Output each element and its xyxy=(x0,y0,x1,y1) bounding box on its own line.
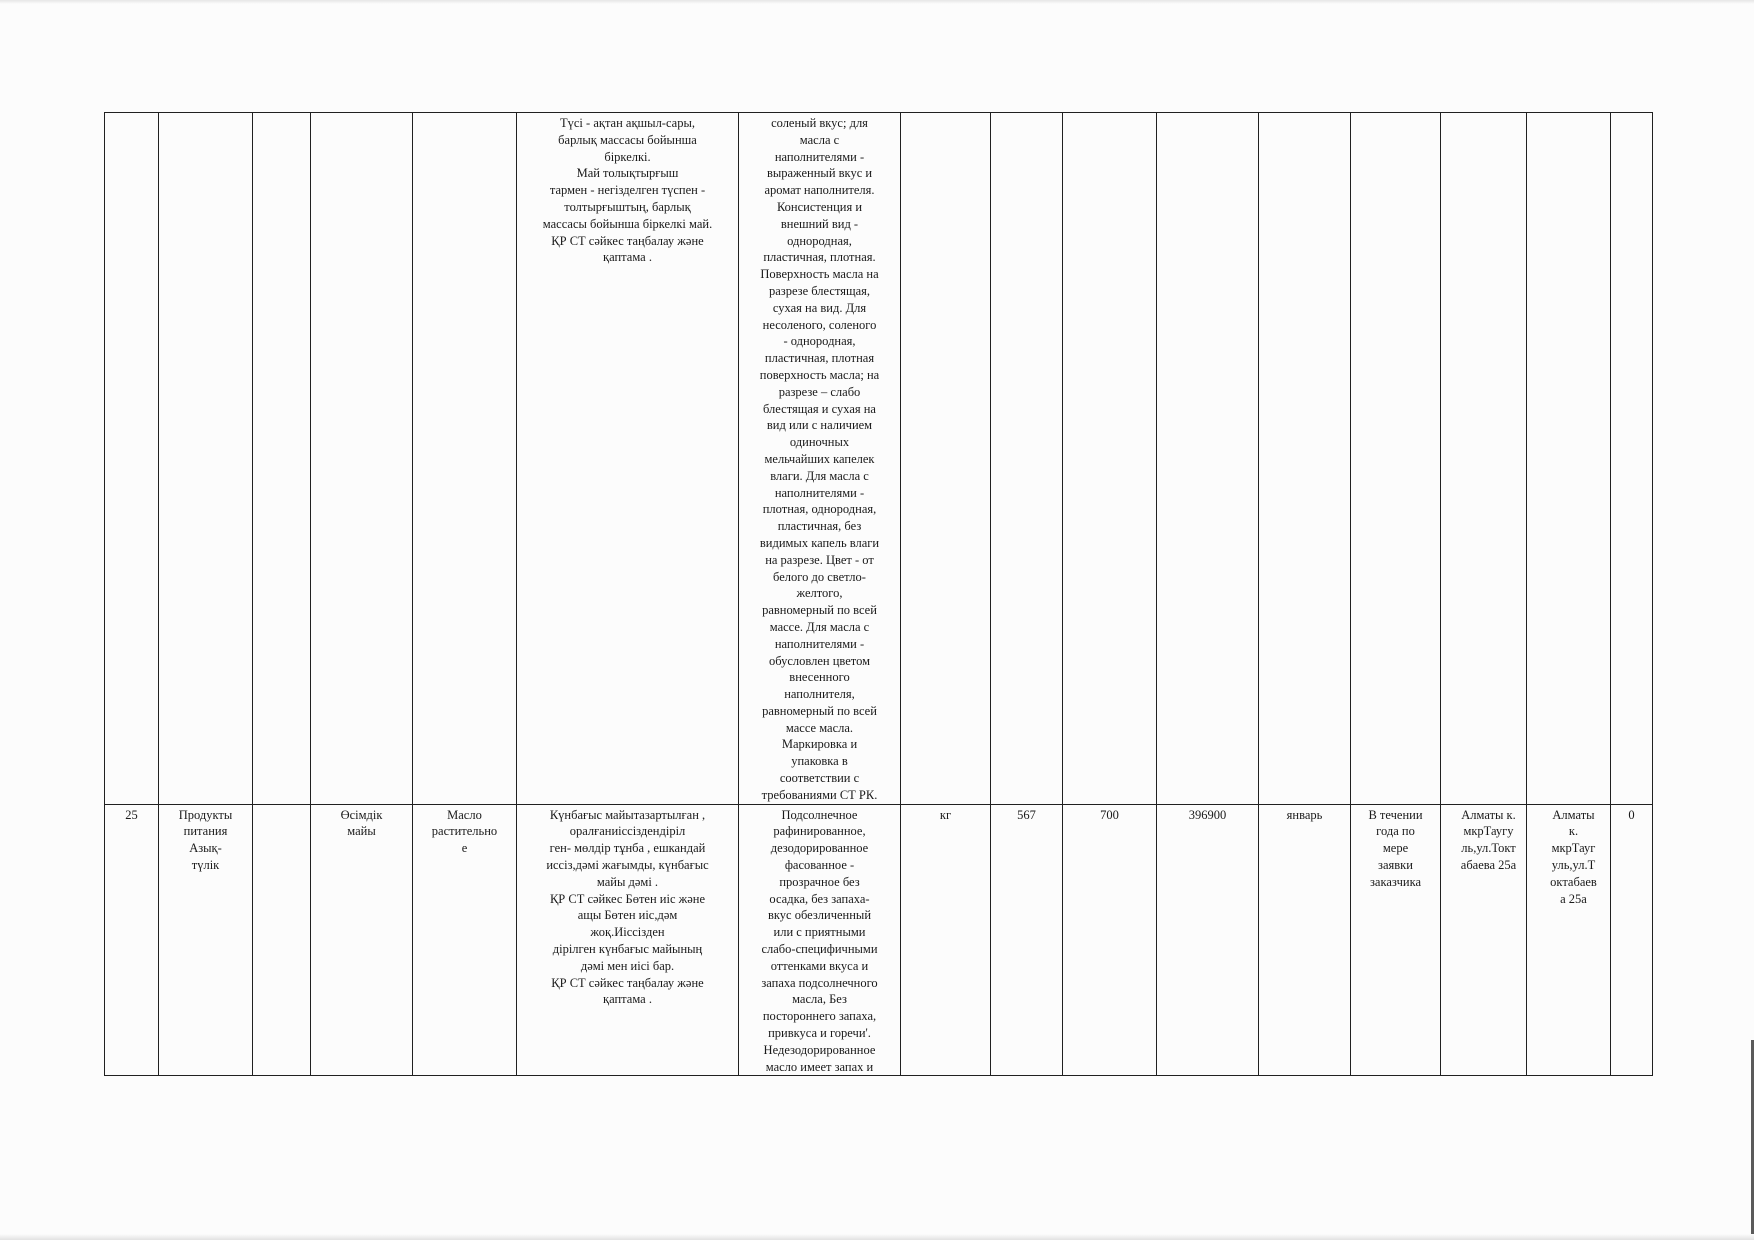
text-line: жоқ.Иіссізден xyxy=(590,925,665,940)
delivery-place-cell xyxy=(1441,804,1527,1076)
text-line: наполнителями - xyxy=(774,485,865,500)
delivery-term-cell xyxy=(1351,113,1441,805)
text-line: біркелкі. xyxy=(604,149,651,164)
blank-cell xyxy=(253,804,311,1076)
sum-cell xyxy=(1157,804,1259,1076)
text-line: выраженный вкус и xyxy=(766,166,873,181)
delivery-term-lines xyxy=(1353,807,1438,891)
text-line: несоленого, соленого xyxy=(762,317,877,332)
text-line: Алматы xyxy=(1552,807,1595,822)
text-line: пластичная, плотная. xyxy=(763,250,876,265)
description-kz-lines xyxy=(519,807,736,1009)
quantity-cell xyxy=(991,113,1063,805)
delivery-month-cell xyxy=(1259,113,1351,805)
text-line: ль,ул.Токт xyxy=(1461,841,1516,856)
text-line: ҚР СТ сәйкес таңбалау және xyxy=(551,975,704,990)
text-line: мкрТаугу xyxy=(1463,824,1514,839)
text-line: пластичная, плотная xyxy=(764,351,875,366)
text-line: к. xyxy=(1568,824,1579,839)
text-line: абаева 25а xyxy=(1460,858,1517,873)
text-line: Май толықтырғыш xyxy=(576,166,679,181)
text-line: требованиями СТ РК. xyxy=(761,787,878,802)
text-line: мере xyxy=(1382,841,1409,856)
text-line: равномерный по всей xyxy=(762,603,877,618)
text-line: мельчайших капелек xyxy=(764,451,875,466)
text-line: мкрТауг xyxy=(1551,841,1596,856)
name-kz-cell xyxy=(311,113,413,805)
text-line: тармен - негізделген түспен - xyxy=(549,183,706,198)
text-line: уль,ул.Т xyxy=(1551,858,1596,873)
description-kz-lines xyxy=(519,115,736,266)
category-cell xyxy=(159,804,253,1076)
advance-text: 0 xyxy=(1628,807,1635,822)
text-line: Азық- xyxy=(189,841,222,856)
text-line: белого до светло- xyxy=(773,569,866,584)
text-line: ҚР СТ сәйкес таңбалау және xyxy=(551,233,704,248)
text-line: запаха подсолнечного xyxy=(761,975,878,990)
name-kz-cell xyxy=(311,804,413,1076)
text-line: соответствии с xyxy=(779,771,860,786)
text-line: қаптама . xyxy=(603,992,652,1007)
delivery-term-cell xyxy=(1351,804,1441,1076)
delivery-place-cell xyxy=(1441,113,1527,805)
unit-text: кг xyxy=(939,807,952,822)
delivery-place-lines xyxy=(1443,807,1524,874)
text-line: масла, Без xyxy=(792,992,847,1007)
description-ru-lines xyxy=(741,115,898,804)
text-line: питания xyxy=(183,824,228,839)
text-line: Недезодорированное xyxy=(763,1042,876,1057)
text-line: Подсолнечное xyxy=(781,807,858,822)
sum-cell xyxy=(1157,113,1259,805)
blank-cell xyxy=(253,113,311,805)
text-line: толтырғыштың, барлық xyxy=(564,199,691,214)
text-line: Түсі - ақтан ақшыл-сары, xyxy=(560,116,695,130)
text-line: майы xyxy=(347,824,376,839)
text-line: растительно xyxy=(431,824,498,839)
text-line: сухая на вид. Для xyxy=(772,300,867,315)
description-ru-lines xyxy=(741,807,898,1076)
table-row xyxy=(105,804,1653,1076)
text-line: слабо-специфичными xyxy=(761,942,878,957)
delivery-place-alt-lines xyxy=(1529,807,1608,908)
text-line: оттенками вкуса и xyxy=(770,958,869,973)
text-line: қаптама . xyxy=(603,250,652,265)
text-line: пластичная, без xyxy=(777,519,862,534)
text-line: постороннего запаха, xyxy=(762,1009,877,1024)
text-line: Маркировка и xyxy=(781,737,858,752)
text-line: наполнителями - xyxy=(774,636,865,651)
text-line: на разрезе. Цвет - от xyxy=(765,552,874,567)
text-line: ҚР СТ сәйкес Бөтен иіс және xyxy=(549,891,706,906)
text-line: массе. Для масла с xyxy=(769,619,870,634)
text-line: вкус обезличенный xyxy=(767,908,872,923)
text-line: наполнителями - xyxy=(774,149,865,164)
unit-cell xyxy=(901,804,991,1076)
text-line: влаги. Для масла с xyxy=(770,468,869,483)
quantity-cell xyxy=(991,804,1063,1076)
row-number-cell xyxy=(105,804,159,1076)
text-line: оралғаниіссіздендіріл xyxy=(569,824,686,839)
text-line: соленый вкус; для xyxy=(771,116,868,130)
text-line: октабаев xyxy=(1550,874,1597,889)
name-ru-cell xyxy=(413,804,517,1076)
text-line: обусловлен цветом xyxy=(768,653,871,668)
text-line: е xyxy=(461,841,468,856)
text-line: желтого, xyxy=(796,586,843,601)
delivery-month-cell xyxy=(1259,804,1351,1076)
text-line: внешний вид - xyxy=(780,216,859,231)
text-line: аромат наполнителя. xyxy=(764,183,875,198)
price-cell xyxy=(1063,113,1157,805)
text-line: Поверхность масла на xyxy=(760,267,879,282)
row-number-text: 25 xyxy=(125,807,138,822)
text-line: или с приятными xyxy=(773,925,866,940)
text-line: прозрачное без xyxy=(779,874,860,889)
text-line: ащы Бөтен иіс,дәм xyxy=(577,908,678,923)
sum-text: 396900 xyxy=(1188,807,1227,822)
text-line: поверхность масла; на xyxy=(759,367,880,382)
text-line: а 25а xyxy=(1560,891,1587,906)
text-line: равномерный по всей xyxy=(762,703,877,718)
text-line: привкуса и горечи'. xyxy=(768,1026,871,1041)
text-line: видимых капель влаги xyxy=(759,535,880,550)
text-line: Күнбағыс майытазартылған , xyxy=(549,807,706,822)
text-line: В течении xyxy=(1368,807,1423,822)
text-line: - однородная, xyxy=(783,334,856,349)
text-line: дірілген күнбағыс майының xyxy=(552,942,703,957)
row-number-cell xyxy=(105,113,159,805)
description-kz-cell xyxy=(517,804,739,1076)
text-line: масла с xyxy=(799,132,840,147)
description-ru-cell xyxy=(739,804,901,1076)
text-line: осадка, без запаха- xyxy=(769,891,870,906)
text-line: наполнителя, xyxy=(784,687,855,702)
description-kz-cell xyxy=(517,113,739,805)
procurement-table xyxy=(104,112,1653,1076)
text-line: блестящая и сухая на xyxy=(763,401,876,416)
text-line: Консистенция и xyxy=(776,199,863,214)
text-line: масло имеет запах и xyxy=(765,1059,874,1074)
text-line: Продукты xyxy=(178,807,233,822)
text-line: барлық массасы бойынша xyxy=(558,132,697,147)
text-line: иссіз,дәмі жағымды, күнбағыс xyxy=(546,858,709,873)
advance-cell xyxy=(1611,804,1653,1076)
text-line: Масло xyxy=(447,807,482,822)
category-cell xyxy=(159,113,253,805)
text-line: разрезе – слабо xyxy=(778,384,861,399)
price-text: 700 xyxy=(1100,807,1119,822)
text-line: ген- мөлдір тұнба , ешкандай xyxy=(549,841,706,856)
scan-edge-top xyxy=(0,0,1754,4)
delivery-place-alt-cell xyxy=(1527,113,1611,805)
text-line: вид или с наличием xyxy=(766,418,873,433)
text-line: разрезе блестящая, xyxy=(768,283,871,298)
delivery-place-alt-cell xyxy=(1527,804,1611,1076)
unit-cell xyxy=(901,113,991,805)
text-line: года по xyxy=(1376,824,1415,839)
text-line: майы дәмі . xyxy=(596,874,659,889)
price-cell xyxy=(1063,804,1157,1076)
quantity-text: 567 xyxy=(1017,807,1036,822)
name-kz-lines xyxy=(313,807,410,841)
delivery-month-text: январь xyxy=(1286,807,1323,822)
text-line: дезодорированное xyxy=(770,841,869,856)
category-lines xyxy=(161,807,250,874)
text-line: внесенного xyxy=(789,670,850,685)
text-line: түлік xyxy=(191,858,220,873)
scan-edge-bottom xyxy=(0,1234,1754,1240)
text-line: заказчика xyxy=(1369,874,1421,889)
name-ru-cell xyxy=(413,113,517,805)
text-line: массасы бойынша біркелкі май. xyxy=(542,216,713,231)
text-line: однородная, xyxy=(787,233,852,248)
table-row xyxy=(105,113,1653,805)
text-line: заявки xyxy=(1378,858,1413,873)
text-line: плотная, однородная, xyxy=(762,502,877,517)
text-line: фасованное - xyxy=(784,858,855,873)
text-line: одиночных xyxy=(789,435,850,450)
text-line: упаковка в xyxy=(791,754,848,769)
text-line: массе масла. xyxy=(785,720,854,735)
text-line: дәмі мен иісі бар. xyxy=(580,958,675,973)
advance-cell xyxy=(1611,113,1653,805)
text-line: рафинированное, xyxy=(773,824,866,839)
name-ru-lines xyxy=(415,807,514,857)
description-ru-cell xyxy=(739,113,901,805)
text-line: Алматы к. xyxy=(1461,807,1516,822)
text-line: Өсімдік xyxy=(340,807,383,822)
